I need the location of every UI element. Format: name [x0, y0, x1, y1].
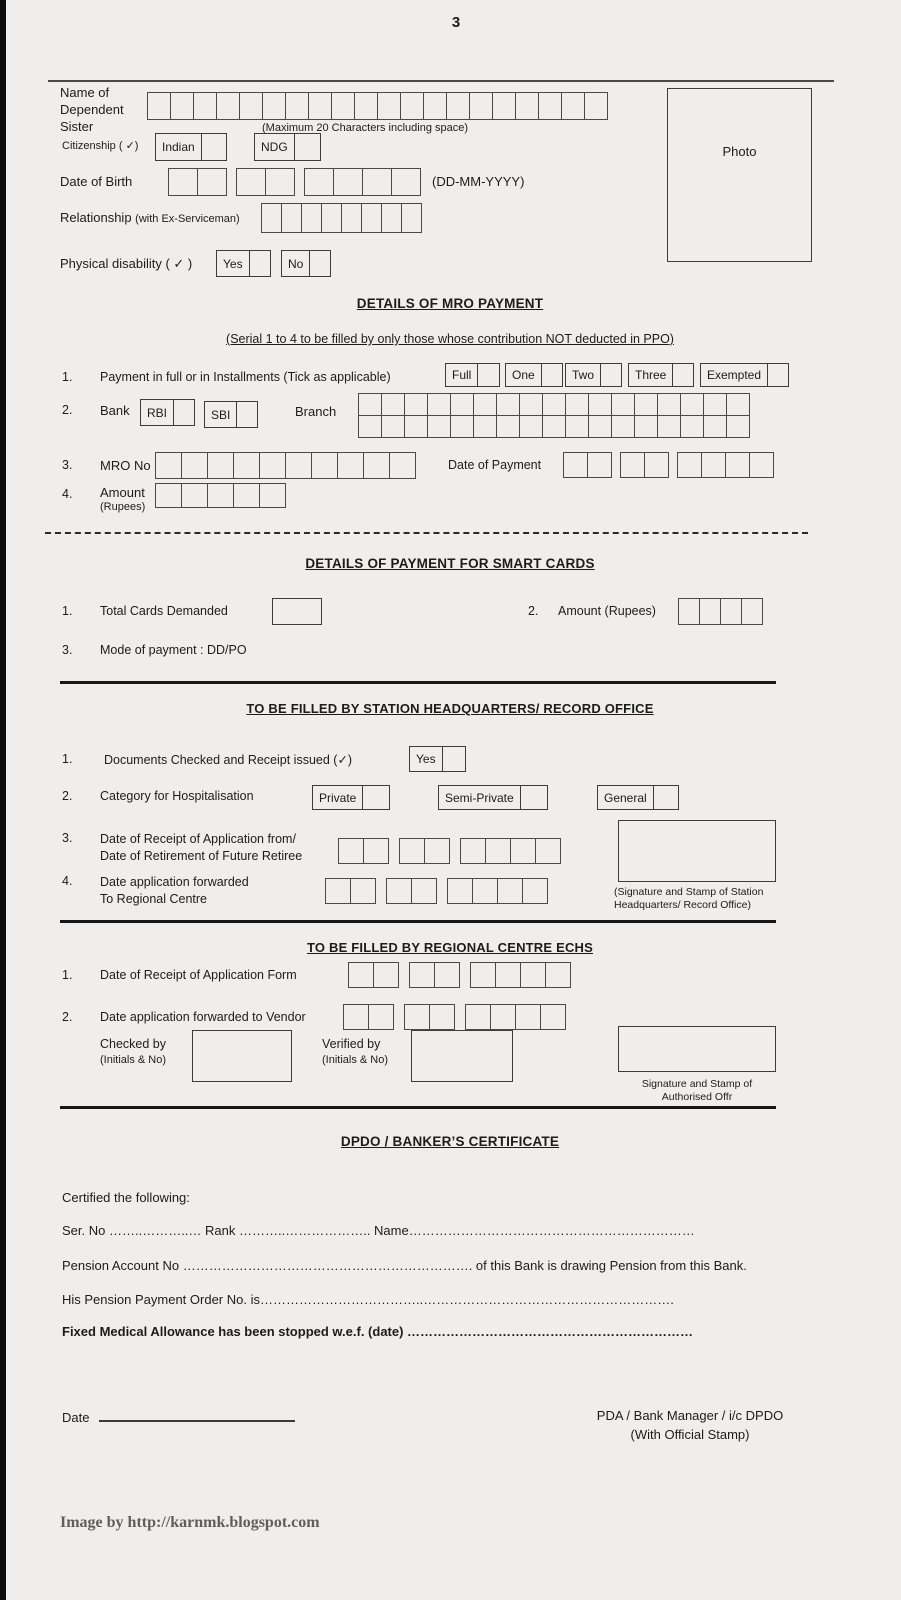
- character-cell[interactable]: [588, 393, 612, 416]
- dob-format-hint: (DD-MM-YYYY): [432, 174, 525, 189]
- payment-two-checkbox[interactable]: [600, 364, 621, 386]
- character-cell[interactable]: [389, 452, 416, 479]
- character-cell[interactable]: [520, 962, 546, 988]
- character-cell[interactable]: [644, 452, 669, 478]
- character-cell[interactable]: [726, 415, 750, 438]
- photo-box[interactable]: [667, 88, 812, 262]
- character-cell[interactable]: [265, 168, 295, 196]
- citizenship-indian-option[interactable]: [155, 133, 227, 161]
- character-cell[interactable]: [423, 92, 447, 120]
- amount-label: Amount: [100, 485, 145, 500]
- character-cell[interactable]: [358, 393, 382, 416]
- character-cell[interactable]: [680, 393, 704, 416]
- rc-vendor-date-fields: [343, 1004, 566, 1030]
- signoff-block: [582, 1406, 798, 1444]
- checked-by-label: Checked by (Initials & No): [100, 1037, 167, 1066]
- character-cell[interactable]: [381, 393, 405, 416]
- character-cell[interactable]: [311, 452, 338, 479]
- payment-day-cells[interactable]: [563, 452, 612, 478]
- mro-row3-number: 3.: [62, 458, 73, 472]
- name-max-chars-hint: (Maximum 20 Characters including space): [262, 122, 469, 134]
- character-cell[interactable]: [381, 203, 402, 233]
- mro-no-label: MRO No: [100, 458, 151, 473]
- character-cell[interactable]: [490, 1004, 516, 1030]
- character-cell[interactable]: [285, 92, 309, 120]
- character-cell[interactable]: [587, 452, 612, 478]
- character-cell[interactable]: [361, 203, 382, 233]
- payment-one-label: One: [512, 368, 535, 382]
- checked-by-box[interactable]: [192, 1030, 292, 1082]
- character-cell[interactable]: [239, 92, 263, 120]
- bank-rbi-option[interactable]: [140, 399, 195, 426]
- character-cell[interactable]: [236, 168, 266, 196]
- character-cell[interactable]: [170, 92, 194, 120]
- page-number: 3: [451, 14, 461, 31]
- disability-no-checkbox[interactable]: [309, 251, 330, 276]
- character-cell[interactable]: [611, 415, 635, 438]
- rc-row2-day-cells[interactable]: [343, 1004, 394, 1030]
- character-cell[interactable]: [469, 92, 493, 120]
- st-row4-month-cells[interactable]: [386, 878, 437, 904]
- verified-by-box[interactable]: [411, 1030, 513, 1082]
- character-cell[interactable]: [470, 962, 496, 988]
- citizenship-indian-checkbox[interactable]: [201, 134, 226, 160]
- character-cell[interactable]: [259, 483, 286, 508]
- dob-day-cells[interactable]: [168, 168, 227, 196]
- rc-row2-year-cells[interactable]: [465, 1004, 566, 1030]
- character-cell[interactable]: [197, 168, 227, 196]
- character-cell[interactable]: [233, 452, 260, 479]
- character-cell[interactable]: [450, 415, 474, 438]
- character-cell[interactable]: [725, 452, 750, 478]
- payment-three-label: Three: [635, 368, 667, 382]
- regional-row2-number: 2.: [62, 1010, 73, 1024]
- character-cell[interactable]: [427, 415, 451, 438]
- photo-label: Photo: [722, 144, 757, 159]
- character-cell[interactable]: [400, 92, 424, 120]
- character-cell[interactable]: [216, 92, 240, 120]
- character-cell[interactable]: [404, 393, 428, 416]
- bank-sbi-label: SBI: [211, 407, 231, 422]
- receipt-application-date-fields: [338, 838, 561, 864]
- character-cell[interactable]: [515, 1004, 541, 1030]
- payment-one-option[interactable]: [505, 363, 563, 387]
- disability-no-option[interactable]: [281, 250, 331, 277]
- bank-label: Bank: [100, 403, 130, 418]
- section-divider-2: [60, 920, 776, 923]
- signoff-title: PDA / Bank Manager / i/c DPDO: [596, 1408, 784, 1423]
- mro-row4-number: 4.: [62, 487, 73, 501]
- category-semi-private-checkbox[interactable]: [520, 786, 547, 809]
- documents-checked-yes-label: Yes: [416, 752, 436, 766]
- character-cell[interactable]: [207, 483, 234, 508]
- character-cell[interactable]: [411, 878, 437, 904]
- category-general-checkbox[interactable]: [653, 786, 678, 809]
- smart-row3-number: 3.: [62, 643, 73, 657]
- citizenship-ndg-option[interactable]: [254, 133, 321, 161]
- character-cell[interactable]: [434, 962, 460, 988]
- character-cell[interactable]: [515, 92, 539, 120]
- character-cell[interactable]: [193, 92, 217, 120]
- pension-account-line: Pension Account No …………………………………………………………. of this Bank is drawing Pension from this Bank.: [62, 1258, 747, 1273]
- character-cell[interactable]: [404, 415, 428, 438]
- station-signature-caption: (Signature and Stamp of Station Headquarters/ Record Office): [614, 886, 764, 911]
- rc-receipt-date-fields: [348, 962, 571, 988]
- category-general-option[interactable]: [597, 785, 679, 810]
- character-cell[interactable]: [325, 878, 351, 904]
- character-cell[interactable]: [409, 962, 435, 988]
- station-hq-title: TO BE FILLED BY STATION HEADQUARTERS/ RECORD OFFICE: [246, 701, 654, 716]
- name-of-dependent-label: Name of Dependent Sister: [60, 85, 124, 134]
- section-divider-1: [60, 681, 776, 684]
- character-cell[interactable]: [331, 92, 355, 120]
- character-cell[interactable]: [304, 168, 334, 196]
- dashed-divider: [45, 532, 808, 534]
- dpdo-certificate-title: DPDO / BANKER’S CERTIFICATE: [340, 1134, 560, 1149]
- character-cell[interactable]: [450, 393, 474, 416]
- forwarded-regional-label: Date application forwarded To Regional Centre: [100, 875, 249, 906]
- relationship-character-grid[interactable]: [261, 203, 422, 233]
- character-cell[interactable]: [363, 452, 390, 479]
- character-cell[interactable]: [377, 92, 401, 120]
- character-cell[interactable]: [424, 838, 450, 864]
- branch-label: Branch: [295, 404, 337, 419]
- character-cell[interactable]: [308, 92, 332, 120]
- station-row4-number: 4.: [62, 874, 73, 888]
- character-cell[interactable]: [368, 1004, 394, 1030]
- category-private-checkbox[interactable]: [362, 786, 389, 809]
- rc-vendor-label: Date application forwarded to Vendor: [100, 1010, 306, 1024]
- amount-character-grid[interactable]: [155, 483, 286, 508]
- citizenship-indian-label: Indian: [162, 140, 195, 154]
- signoff-stamp-note: (With Official Stamp): [630, 1427, 750, 1442]
- receipt-application-label: Date of Receipt of Application from/ Date of Retirement of Future Retiree: [100, 832, 303, 863]
- character-cell[interactable]: [465, 1004, 491, 1030]
- mro-no-character-grid[interactable]: [155, 452, 416, 479]
- payment-exempted-label: Exempted: [707, 368, 762, 382]
- character-cell[interactable]: [338, 838, 364, 864]
- payment-three-checkbox[interactable]: [672, 364, 693, 386]
- smart-amount-cells[interactable]: [678, 598, 763, 625]
- payment-exempted-option[interactable]: [700, 363, 789, 387]
- character-cell[interactable]: [447, 878, 473, 904]
- character-cell[interactable]: [726, 393, 750, 416]
- bank-sbi-checkbox[interactable]: [236, 402, 257, 427]
- station-row2-number: 2.: [62, 789, 73, 803]
- character-cell[interactable]: [519, 415, 543, 438]
- disability-yes-option[interactable]: [216, 250, 271, 277]
- payment-two-label: Two: [572, 368, 595, 382]
- character-cell[interactable]: [496, 393, 520, 416]
- character-cell[interactable]: [147, 92, 171, 120]
- character-cell[interactable]: [620, 452, 645, 478]
- total-cards-demanded-label: Total Cards Demanded: [100, 604, 228, 618]
- character-cell[interactable]: [401, 203, 422, 233]
- character-cell[interactable]: [343, 1004, 369, 1030]
- character-cell[interactable]: [657, 415, 681, 438]
- certified-following-label: Certified the following:: [62, 1190, 190, 1205]
- character-cell[interactable]: [337, 452, 364, 479]
- character-cell[interactable]: [563, 452, 588, 478]
- character-cell[interactable]: [677, 452, 702, 478]
- rc-row1-month-cells[interactable]: [409, 962, 460, 988]
- fixed-medical-allowance-line: Fixed Medical Allowance has been stopped w.e.f. (date) …………………………………………………………: [62, 1324, 694, 1339]
- payment-exempted-checkbox[interactable]: [767, 364, 788, 386]
- character-cell[interactable]: [492, 92, 516, 120]
- character-cell[interactable]: [354, 92, 378, 120]
- mro-row1-number: 1.: [62, 370, 73, 384]
- documents-checked-yes-checkbox[interactable]: [442, 747, 465, 771]
- top-divider: [48, 80, 834, 82]
- character-cell[interactable]: [473, 415, 497, 438]
- verified-by-label: Verified by (Initials & No): [322, 1037, 389, 1066]
- documents-checked-label: Documents Checked and Receipt issued (✓): [104, 753, 353, 767]
- character-cell[interactable]: [363, 838, 389, 864]
- character-cell[interactable]: [301, 203, 322, 233]
- character-cell[interactable]: [155, 483, 182, 508]
- payment-full-checkbox[interactable]: [477, 364, 499, 386]
- st-row3-month-cells[interactable]: [399, 838, 450, 864]
- physical-disability-label: Physical disability ( ✓ ): [60, 256, 193, 271]
- disability-yes-label: Yes: [223, 256, 243, 271]
- character-cell[interactable]: [496, 415, 520, 438]
- character-cell[interactable]: [259, 452, 286, 479]
- citizenship-label: Citizenship ( ✓): [62, 140, 139, 152]
- character-cell[interactable]: [545, 962, 571, 988]
- character-cell[interactable]: [473, 393, 497, 416]
- character-cell[interactable]: [561, 92, 585, 120]
- station-row3-number: 3.: [62, 831, 73, 845]
- character-cell[interactable]: [155, 452, 182, 479]
- st-row4-day-cells[interactable]: [325, 878, 376, 904]
- category-hospitalisation-label: Category for Hospitalisation: [100, 789, 254, 803]
- character-cell[interactable]: [565, 393, 589, 416]
- amount-rupees-sub: (Rupees): [100, 501, 146, 513]
- mro-row1-label: Payment in full or in Installments (Tick as applicable): [100, 370, 391, 384]
- total-cards-box[interactable]: [272, 598, 322, 625]
- payment-full-label: Full: [452, 368, 472, 382]
- st-row3-day-cells[interactable]: [338, 838, 389, 864]
- payment-month-cells[interactable]: [620, 452, 669, 478]
- date-of-payment-label: Date of Payment: [448, 458, 542, 472]
- regional-centre-title: TO BE FILLED BY REGIONAL CENTRE ECHS: [306, 940, 593, 955]
- date-field: [62, 1410, 295, 1425]
- smart-row1-number: 1.: [62, 604, 73, 618]
- smart-cards-title: DETAILS OF PAYMENT FOR SMART CARDS: [305, 556, 595, 571]
- character-cell[interactable]: [460, 838, 486, 864]
- character-cell[interactable]: [386, 878, 412, 904]
- character-cell[interactable]: [542, 393, 566, 416]
- dob-year-cells[interactable]: [304, 168, 421, 196]
- character-cell[interactable]: [588, 415, 612, 438]
- character-cell[interactable]: [703, 415, 727, 438]
- character-cell[interactable]: [611, 393, 635, 416]
- regional-signature-box[interactable]: [618, 1026, 776, 1072]
- character-cell[interactable]: [233, 483, 260, 508]
- character-cell[interactable]: [497, 878, 523, 904]
- payment-three-option[interactable]: [628, 363, 694, 387]
- forwarded-regional-date-fields: [325, 878, 548, 904]
- regional-signature-caption: Signature and Stamp of Authorised Offr: [641, 1078, 753, 1103]
- relationship-label: Relationship (with Ex-Serviceman): [60, 210, 240, 225]
- dob-month-cells[interactable]: [236, 168, 295, 196]
- st-row3-year-cells[interactable]: [460, 838, 561, 864]
- character-cell[interactable]: [584, 92, 608, 120]
- character-cell[interactable]: [391, 168, 421, 196]
- character-cell[interactable]: [362, 168, 392, 196]
- character-cell[interactable]: [657, 393, 681, 416]
- character-cell[interactable]: [348, 962, 374, 988]
- dependent-name-character-grid[interactable]: [147, 92, 608, 120]
- character-cell[interactable]: [181, 483, 208, 508]
- rc-row2-month-cells[interactable]: [404, 1004, 455, 1030]
- character-cell[interactable]: [535, 838, 561, 864]
- smart-row2-number: 2.: [528, 604, 539, 618]
- character-cell[interactable]: [495, 962, 521, 988]
- character-cell[interactable]: [634, 393, 658, 416]
- disability-yes-checkbox[interactable]: [249, 251, 270, 276]
- character-cell[interactable]: [749, 452, 774, 478]
- citizenship-ndg-checkbox[interactable]: [294, 134, 320, 160]
- mode-of-payment-label: Mode of payment : DD/PO: [100, 643, 247, 657]
- character-cell[interactable]: [522, 878, 548, 904]
- character-cell[interactable]: [519, 393, 543, 416]
- character-cell[interactable]: [341, 203, 362, 233]
- regional-row1-number: 1.: [62, 968, 73, 982]
- character-cell[interactable]: [540, 1004, 566, 1030]
- character-cell[interactable]: [261, 203, 282, 233]
- pension-payment-order-line: His Pension Payment Order No. is………………………………..………………………………………………….: [62, 1292, 674, 1307]
- character-cell[interactable]: [333, 168, 363, 196]
- character-cell[interactable]: [485, 838, 511, 864]
- station-signature-box[interactable]: [618, 820, 776, 882]
- st-row4-year-cells[interactable]: [447, 878, 548, 904]
- mro-payment-note: (Serial 1 to 4 to be filled by only those whose contribution NOT deducted in PPO): [226, 332, 674, 346]
- character-cell[interactable]: [472, 878, 498, 904]
- category-private-label: Private: [319, 790, 357, 805]
- branch-character-grid[interactable]: [358, 393, 750, 438]
- character-cell[interactable]: [404, 1004, 430, 1030]
- character-cell[interactable]: [680, 415, 704, 438]
- character-cell[interactable]: [741, 598, 763, 625]
- character-cell[interactable]: [381, 415, 405, 438]
- rc-row1-year-cells[interactable]: [470, 962, 571, 988]
- character-cell[interactable]: [429, 1004, 455, 1030]
- character-cell[interactable]: [168, 168, 198, 196]
- character-cell[interactable]: [538, 92, 562, 120]
- smart-amount-label: Amount (Rupees): [558, 604, 656, 618]
- credit-watermark: Image by http://karnmk.blogspot.com: [60, 1514, 320, 1531]
- character-cell[interactable]: [181, 452, 208, 479]
- documents-checked-yes-option[interactable]: [409, 746, 466, 772]
- character-cell[interactable]: [373, 962, 399, 988]
- character-cell[interactable]: [634, 415, 658, 438]
- mro-payment-title: DETAILS OF MRO PAYMENT: [356, 296, 544, 311]
- section-divider-3: [60, 1106, 776, 1109]
- character-cell[interactable]: [510, 838, 536, 864]
- category-semi-private-option[interactable]: [438, 785, 548, 810]
- character-cell[interactable]: [720, 598, 742, 625]
- character-cell[interactable]: [281, 203, 302, 233]
- category-private-option[interactable]: [312, 785, 390, 810]
- character-cell[interactable]: [285, 452, 312, 479]
- character-cell[interactable]: [321, 203, 342, 233]
- citizenship-ndg-label: NDG: [261, 140, 288, 154]
- character-cell[interactable]: [699, 598, 721, 625]
- date-of-birth-label: Date of Birth: [60, 174, 133, 189]
- character-cell[interactable]: [207, 452, 234, 479]
- station-row1-number: 1.: [62, 752, 73, 766]
- date-label: Date: [62, 1410, 90, 1425]
- character-cell[interactable]: [703, 393, 727, 416]
- character-cell[interactable]: [427, 393, 451, 416]
- date-of-payment-fields: [563, 452, 774, 478]
- bank-sbi-option[interactable]: [204, 401, 258, 428]
- category-general-label: General: [604, 790, 647, 805]
- payment-one-checkbox[interactable]: [541, 364, 562, 386]
- disability-no-label: No: [288, 256, 304, 271]
- character-cell[interactable]: [399, 838, 425, 864]
- character-cell[interactable]: [350, 878, 376, 904]
- date-fill-line[interactable]: [99, 1420, 295, 1422]
- branch-grid-row1[interactable]: [358, 393, 750, 416]
- payment-year-cells[interactable]: [677, 452, 774, 478]
- payment-full-option[interactable]: [445, 363, 500, 387]
- category-semi-private-label: Semi-Private: [445, 790, 514, 805]
- character-cell[interactable]: [542, 415, 566, 438]
- bank-rbi-label: RBI: [147, 405, 168, 420]
- date-of-birth-fields: [168, 168, 421, 196]
- character-cell[interactable]: [262, 92, 286, 120]
- relationship-note: (with Ex-Serviceman): [135, 213, 240, 225]
- ser-no-rank-name-line: Ser. No ……..………..… Rank ………..……………….. Name…………………………………………………………: [62, 1223, 695, 1238]
- branch-grid-row2[interactable]: [358, 415, 750, 438]
- bank-rbi-checkbox[interactable]: [173, 400, 194, 425]
- rc-receipt-label: Date of Receipt of Application Form: [100, 968, 297, 982]
- character-cell[interactable]: [678, 598, 700, 625]
- character-cell[interactable]: [565, 415, 589, 438]
- scan-edge-strip: [0, 0, 6, 1600]
- character-cell[interactable]: [701, 452, 726, 478]
- mro-row2-number: 2.: [62, 403, 73, 417]
- character-cell[interactable]: [446, 92, 470, 120]
- rc-row1-day-cells[interactable]: [348, 962, 399, 988]
- character-cell[interactable]: [358, 415, 382, 438]
- payment-two-option[interactable]: [565, 363, 622, 387]
